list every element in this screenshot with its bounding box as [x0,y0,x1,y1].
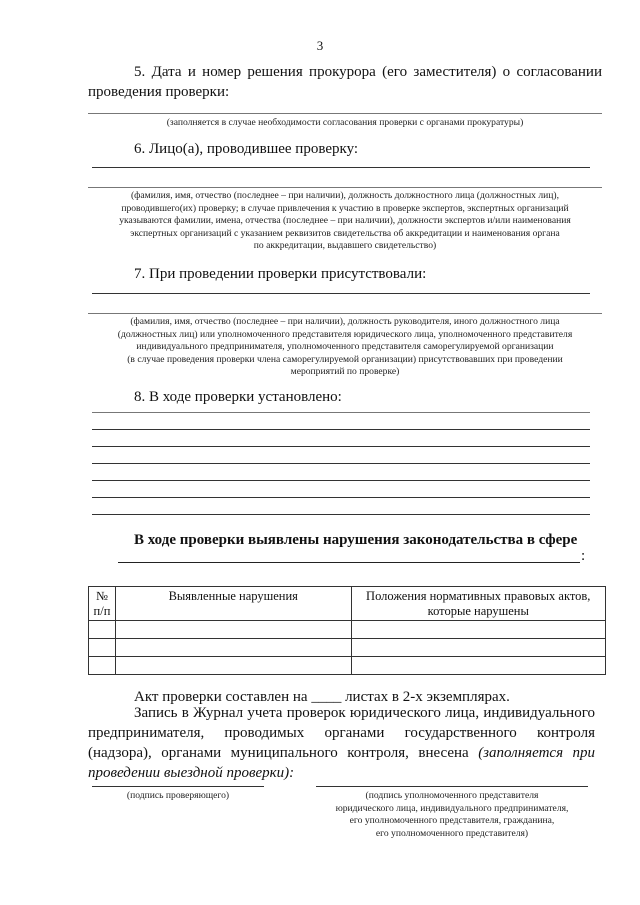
table-row [89,639,606,657]
item7-fill-line-2 [88,313,602,314]
item8-fill-line [92,412,590,413]
table-cell [89,621,116,639]
violations-table [88,586,606,675]
table-cell [351,657,606,675]
item8-fill-line [92,463,590,464]
item6-title: 6. Лицо(а), проводившее проверку: [134,141,359,157]
journal-paragraph [88,703,595,783]
act-sheets-suffix: листах в 2-х экземплярах. [345,689,510,705]
representative-caption-line: его уполномоченного представителя, гражданина, [349,815,555,826]
item8-fill-line [92,429,590,430]
table-header-provisions: Положения нормативных правовых актов, которые нарушены [351,587,606,621]
item6-note-line: экспертных организаций с указанием реквизитов свидетельства об аккредитации и наименования органа [130,227,560,239]
page-number: 3 [316,38,324,53]
violations-colon: : [581,548,586,564]
journal-italic-note: (заполняется при проведении выездной проверки): [88,745,596,781]
item5-fill-line [88,113,602,114]
item8-fill-line [92,514,590,515]
item7-note-line: мероприятий по проверке) [290,366,400,377]
table-header-row [89,587,606,621]
item7-fill-line-1 [92,293,590,294]
table-cell [115,639,351,657]
item7-note-line: (фамилия, имя, отчество (последнее – при наличии), должность руководителя, иного должностного лица [130,316,560,327]
inspector-signature-line [92,786,264,787]
violations-heading: В ходе проверки выявлены нарушения законодательства в сфере [134,532,578,548]
item7-title: 7. При проведении проверки присутствовали: [134,266,427,282]
item6-note-line: указываются фамилии, имена, отчества (последнее – при наличии), должности экспертов и/или наименования [119,215,571,226]
item8-fill-line [92,480,590,481]
item7-note-line: (должностных лиц) или уполномоченного представителя юридического лица, уполномоченного представителя [117,328,573,340]
table-cell [351,621,606,639]
item8-fill-line [92,497,590,498]
item8-title: 8. В ходе проверки установлено: [134,389,342,405]
violations-area-blank [118,562,580,563]
representative-caption-line: его уполномоченного представителя) [375,827,529,839]
table-row [89,621,606,639]
item6-note-line: по аккредитации, выдавшего свидетельство) [253,240,437,251]
item7-note-line: (в случае проведения проверки члена саморегулируемой организации) присутствовавших при проведении [127,353,563,365]
item7-note [88,316,602,379]
item7-note-line: индивидуального предпринимателя, уполномоченного представителя саморегулируемой организации [136,341,554,352]
item8-fill-line [92,446,590,447]
representative-caption-line: (подпись уполномоченного представителя [365,790,539,801]
act-sheets-prefix: Акт проверки составлен на [134,689,308,705]
representative-signature-caption [300,790,604,840]
item6-fill-line-1 [92,167,590,168]
item6-note-line: проводившего(их) проверку; в случае привлечения к участию в проверке экспертов, экспертных организаций [121,202,569,214]
table-cell [115,657,351,675]
item6-fill-line-2 [88,187,602,188]
inspector-signature-caption: (подпись проверяющего) [126,790,230,801]
item5-note: (заполняется в случае необходимости согласования проверки с органами прокуратуры) [166,117,524,128]
table-header-violations: Выявленные нарушения [115,587,351,621]
table-header-number: № п/п [89,587,116,621]
item6-note-line: (фамилия, имя, отчество (последнее – при наличии), должность должностного лица (должностных лиц), [130,190,560,201]
journal-text: Запись в Журнал учета проверок юридического лица, индивидуального предпринимателя, проводимых органами государственного контроля (надзора), органами муниципального контроля, внесена [88,705,595,761]
table-row [89,657,606,675]
representative-caption-line: юридического лица, индивидуального предпринимателя, [335,802,569,814]
representative-signature-line [316,786,588,787]
table-cell [89,657,116,675]
item5-text: 5. Дата и номер решения прокурора (его заместителя) о согласовании проведения проверки: [88,64,602,100]
act-sheets-blank: ____ [311,689,342,705]
table-cell [115,621,351,639]
table-cell [89,639,116,657]
item6-note [88,190,602,253]
table-cell [351,639,606,657]
